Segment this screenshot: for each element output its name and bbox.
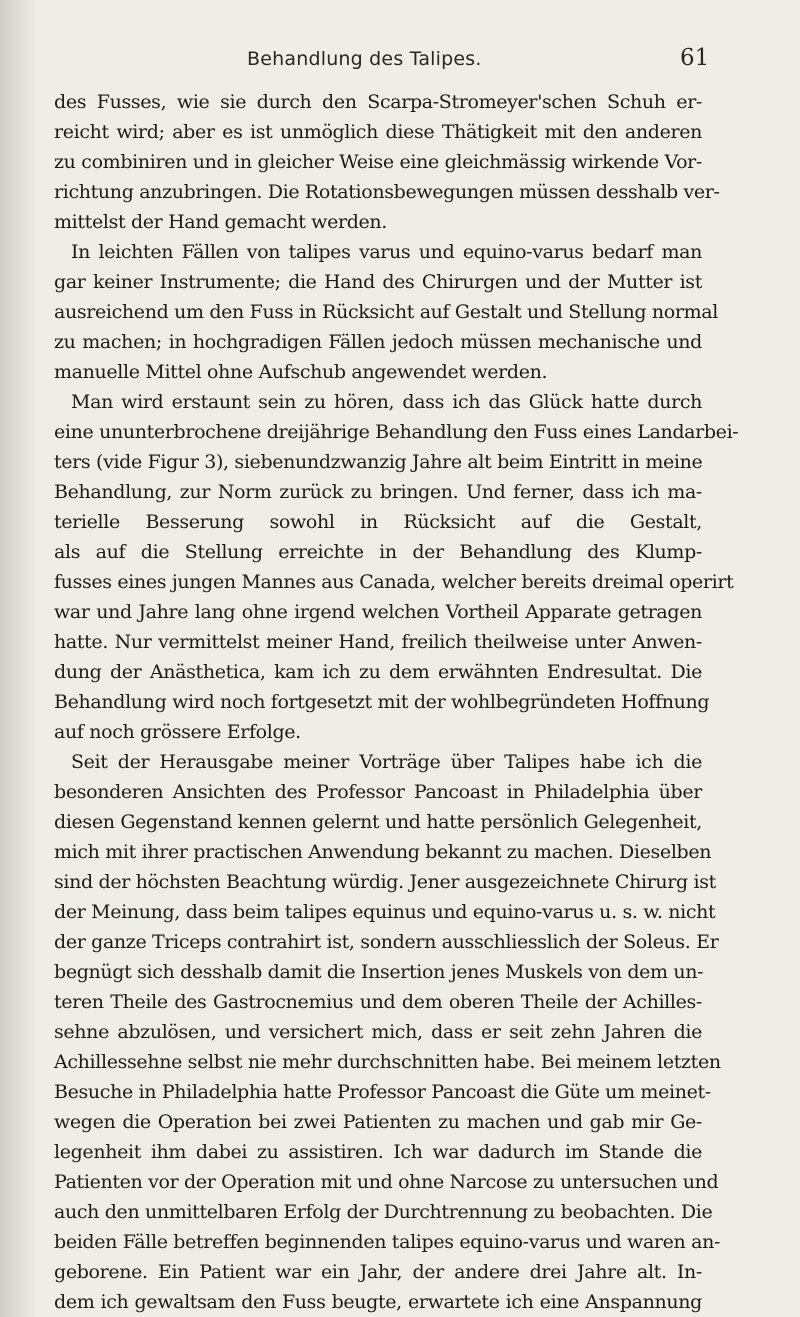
text-line: terielle Besserung sowohl in Rücksicht auf die Gestalt, — [54, 511, 702, 533]
text-line: hatte. Nur vermittelst meiner Hand, freilich theilweise unter Anwen- — [54, 631, 702, 653]
text-line: war und Jahre lang ohne irgend welchen Vortheil Apparate getragen — [54, 601, 702, 623]
text-line: eine ununterbrochene dreijährige Behandlung den Fuss eines Landarbei- — [54, 421, 739, 443]
text-line: In leichten Fällen von talipes varus und equino-varus bedarf man — [71, 241, 702, 263]
text-line: begnügt sich desshalb damit die Insertion jenes Muskels von dem un- — [54, 961, 704, 983]
text-line: als auf die Stellung erreichte in der Behandlung des Klump- — [54, 541, 702, 563]
text-line: teren Theile des Gastrocnemius und dem oberen Theile der Achilles- — [54, 991, 702, 1013]
text-line: wegen die Operation bei zwei Patienten zu machen und gab mir Ge- — [54, 1111, 702, 1133]
text-line: beiden Fälle betreffen beginnenden talipes equino-varus und waren an- — [54, 1231, 721, 1253]
text-line: auf noch grössere Erfolge. — [54, 721, 301, 743]
text-line: sehne abzulösen, und versichert mich, dass er seit zehn Jahren die — [54, 1021, 702, 1043]
page-number: 61 — [680, 45, 710, 71]
text-line: besonderen Ansichten des Professor Pancoast in Philadelphia über — [54, 781, 702, 803]
text-line: dem ich gewaltsam den Fuss beugte, erwartete ich eine Anspannung — [54, 1291, 702, 1313]
text-line: Patienten vor der Operation mit und ohne Narcose zu untersuchen und — [54, 1171, 719, 1193]
text-line: richtung anzubringen. Die Rotationsbewegungen müssen desshalb ver- — [54, 181, 720, 203]
text-line: sind der höchsten Beachtung würdig. Jener ausgezeichnete Chirurg ist — [54, 871, 716, 893]
header-title: Behandlung des Talipes. — [247, 48, 482, 70]
text-line: diesen Gegenstand kennen gelernt und hatte persönlich Gelegenheit, — [54, 811, 702, 833]
text-line: Behandlung, zur Norm zurück zu bringen. Und ferner, dass ich ma- — [54, 481, 702, 503]
body-text — [54, 87, 739, 1317]
text-line: zu combiniren und in gleicher Weise eine gleichmässig wirkende Vor- — [54, 151, 702, 173]
text-line: gar keiner Instrumente; die Hand des Chirurgen und der Mutter ist — [54, 271, 702, 293]
text-line: ausreichend um den Fuss in Rücksicht auf Gestalt und Stellung normal — [54, 301, 718, 323]
text-line: manuelle Mittel ohne Aufschub angewendet werden. — [54, 361, 548, 383]
text-line: des Fusses, wie sie durch den Scarpa-Stromeyer'schen Schuh er- — [54, 91, 702, 113]
text-line: reicht wird; aber es ist unmöglich diese Thätigkeit mit den anderen — [54, 121, 702, 143]
text-line: legenheit ihm dabei zu assistiren. Ich war dadurch im Stande die — [54, 1141, 702, 1163]
text-line: Seit der Herausgabe meiner Vorträge über Talipes habe ich die — [71, 751, 702, 773]
text-line: mittelst der Hand gemacht werden. — [54, 211, 388, 233]
running-header — [0, 0, 800, 80]
text-line: mich mit ihrer practischen Anwendung bekannt zu machen. Dieselben — [54, 841, 712, 863]
text-line: der Meinung, dass beim talipes equinus und equino-varus u. s. w. nicht — [54, 901, 716, 923]
text-line: Behandlung wird noch fortgesetzt mit der wohlbegründeten Hoffnung — [54, 691, 710, 713]
text-line: geborene. Ein Patient war ein Jahr, der andere drei Jahre alt. In- — [54, 1261, 702, 1283]
text-line: der ganze Triceps contrahirt ist, sondern ausschliesslich der Soleus. Er — [54, 931, 719, 953]
text-line: Man wird erstaunt sein zu hören, dass ich das Glück hatte durch — [71, 391, 702, 413]
text-line: fusses eines jungen Mannes aus Canada, welcher bereits dreimal operirt — [54, 571, 734, 593]
text-line: dung der Anästhetica, kam ich zu dem erwähnten Endresultat. Die — [54, 661, 702, 683]
text-line: Achillessehne selbst nie mehr durchschnitten habe. Bei meinem letzten — [54, 1051, 721, 1073]
text-line: Besuche in Philadelphia hatte Professor Pancoast die Güte um meinet- — [54, 1081, 711, 1103]
text-line: zu machen; in hochgradigen Fällen jedoch müssen mechanische und — [54, 331, 702, 353]
text-line: auch den unmittelbaren Erfolg der Durchtrennung zu beobachten. Die — [54, 1201, 713, 1223]
text-line: ters (vide Figur 3), siebenundzwanzig Jahre alt beim Eintritt in meine — [54, 451, 703, 473]
